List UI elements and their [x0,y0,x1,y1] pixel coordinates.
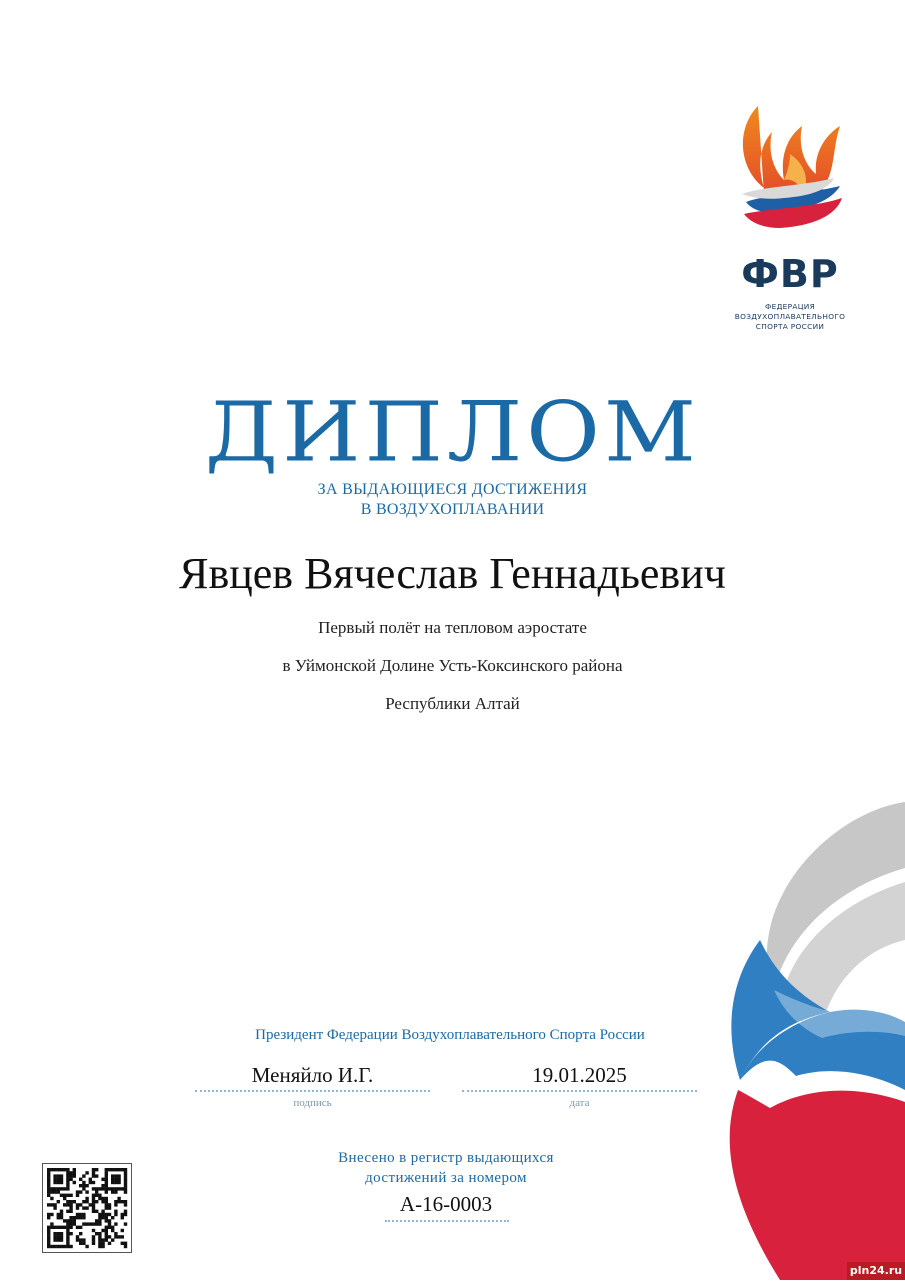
achievement-line: Республики Алтай [385,694,520,713]
phoenix-emblem-icon [728,98,854,243]
registry-number: А-16-0003 [399,1192,493,1216]
signature-line [195,1090,430,1092]
watermark: pln24.ru [847,1262,905,1280]
recipient-name: Явцев Вячеслав Геннадьевич [179,549,726,598]
diploma-title: ДИПЛОМ [204,384,701,481]
achievement-line: в Уймонской Долине Усть-Коксинского района [282,656,623,675]
logo-federation-name [700,302,880,332]
registry-line: Внесено в регистр выдающихся [338,1150,554,1166]
president-title: Президент Федерации Воздухоплавательного Спорта России [255,1027,645,1043]
date-line [462,1090,697,1092]
diploma-subtitle [0,480,905,520]
logo-abbreviation: ФВР [741,252,839,296]
registry-text [246,1148,646,1188]
logo-name-line: СПОРТА РОССИИ [755,322,825,331]
signature-caption: подпись [293,1097,332,1109]
date-caption: дата [569,1097,590,1109]
signatory-name: Меняйло И.Г. [251,1063,374,1087]
subtitle-line: В ВОЗДУХОПЛАВАНИИ [360,501,545,518]
issue-date: 19.01.2025 [532,1063,627,1087]
qr-code-icon [42,1163,132,1253]
registry-underline [385,1220,509,1222]
logo-name-line: ВОЗДУХОПЛАВАТЕЛЬНОГО [734,312,846,321]
subtitle-line: ЗА ВЫДАЮЩИЕСЯ ДОСТИЖЕНИЯ [317,481,588,498]
logo-name-line: ФЕДЕРАЦИЯ [764,302,816,311]
achievement-description [0,615,905,729]
registry-line: достижений за номером [365,1170,527,1186]
achievement-line: Первый полёт на тепловом аэростате [318,618,587,637]
